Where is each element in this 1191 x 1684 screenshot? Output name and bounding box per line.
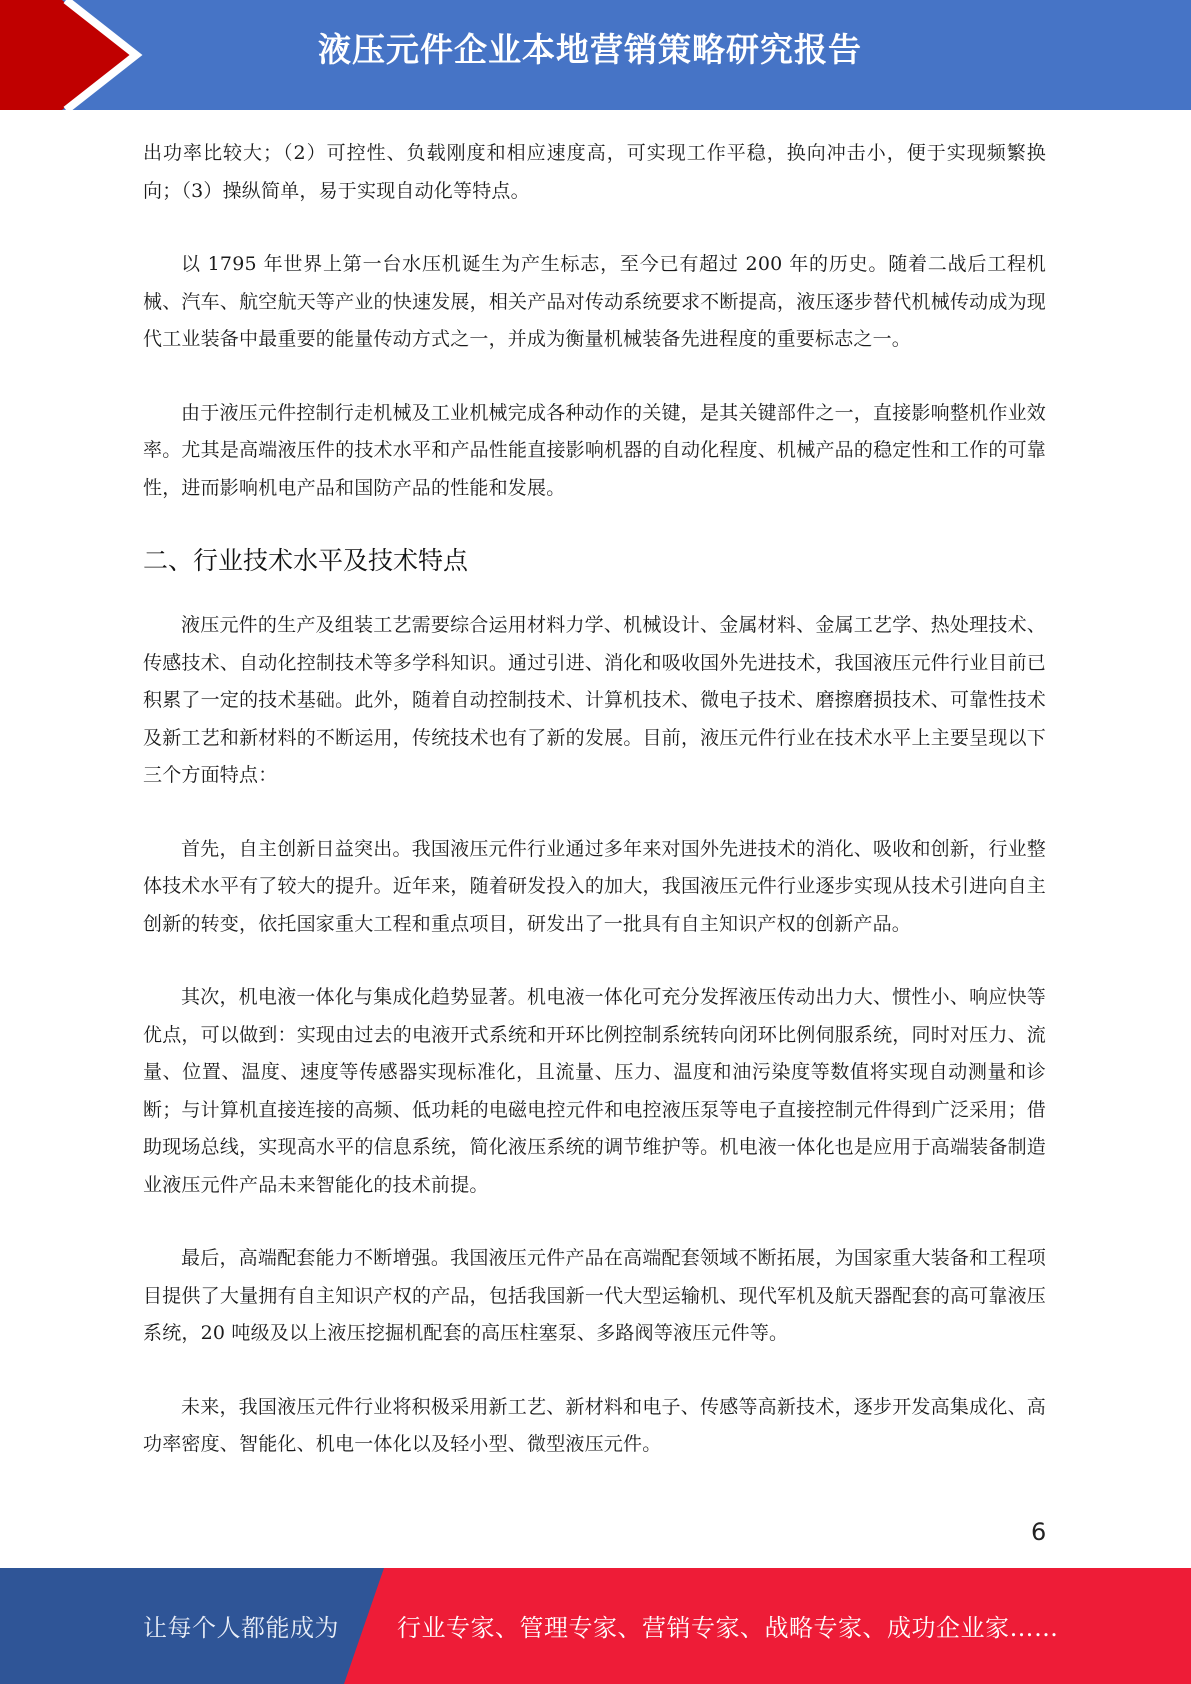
- paragraph: 液压元件的生产及组装工艺需要综合运用材料力学、机械设计、金属材料、金属工艺学、热处理技术、传感技术、自动化控制技术等多学科知识。通过引进、消化和吸收国外先进技术，我国液压元件行业目前已积累了一定的技术基础。此外，随着自动控制技术、计算机技术、微电子技术、磨擦磨损技术、可靠性技术及新工艺和新材料的不断运用，传统技术也有了新的发展。目前，液压元件行业在技术水平上主要呈现以下三个方面特点：: [143, 614, 1046, 786]
- page-footer: [0, 1568, 1191, 1684]
- paragraph: 最后，高端配套能力不断增强。我国液压元件产品在高端配套领域不断拓展，为国家重大装备和工程项目提供了大量拥有自主知识产权的产品，包括我国新一代大型运输机、现代军机及航天器配套的高可靠液压系统，20 吨级及以上液压挖掘机配套的高压柱塞泵、多路阀等液压元件等。: [143, 1247, 1046, 1344]
- header-chevron-icon: [0, 0, 160, 110]
- paragraph: 以 1795 年世界上第一台水压机诞生为产生标志，至今已有超过 200 年的历史。随着二战后工程机械、汽车、航空航天等产业的快速发展，相关产品对传动系统要求不断提高，液压逐步替代机械传动成为现代工业装备中最重要的能量传动方式之一，并成为衡量机械装备先进程度的重要标志之一。: [143, 253, 1046, 350]
- paragraph: 由于液压元件控制行走机械及工业机械完成各种动作的关键，是其关键部件之一，直接影响整机作业效率。尤其是高端液压件的技术水平和产品性能直接影响机器的自动化程度、机械产品的稳定性和工作的可靠性，进而影响机电产品和国防产品的性能和发展。: [143, 401, 1046, 499]
- page-header: [0, 0, 1191, 110]
- document-body: [143, 135, 1046, 1500]
- section-heading: 二、行业技术水平及技术特点: [143, 546, 469, 575]
- page-number: 6: [1031, 1518, 1047, 1546]
- footer-slogan-right: 行业专家、管理专家、营销专家、战略专家、成功企业家……: [397, 1614, 1059, 1642]
- paragraph: 首先，自主创新日益突出。我国液压元件行业通过多年来对国外先进技术的消化、吸收和创新，行业整体技术水平有了较大的提升。近年来，随着研发投入的加大，我国液压元件行业逐步实现从技术引进向自主创新的转变，依托国家重大工程和重点项目，研发出了一批具有自主知识产权的创新产品。: [143, 837, 1046, 935]
- report-title: 液压元件企业本地营销策略研究报告: [318, 30, 862, 69]
- paragraph: 未来，我国液压元件行业将积极采用新工艺、新材料和电子、传感等高新技术，逐步开发高集成化、高功率密度、智能化、机电一体化以及轻小型、微型液压元件。: [143, 1395, 1046, 1455]
- paragraph: 其次，机电液一体化与集成化趋势显著。机电液一体化可充分发挥液压传动出力大、惯性小、响应快等优点，可以做到：实现由过去的电液开式系统和开环比例控制系统转向闭环比例伺服系统，同时对压力、流量、位置、温度、速度等传感器实现标准化，且流量、压力、温度和油污染度等数值将实现自动测量和诊断；与计算机直接连接的高频、低功耗的电磁电控元件和电控液压泵等电子直接控制元件得到广泛采用；借助现场总线，实现高水平的信息系统，简化液压系统的调节维护等。机电液一体化也是应用于高端装备制造业液压元件产品未来智能化的技术前提。: [143, 986, 1046, 1196]
- paragraph: 出功率比较大；（2）可控性、负载刚度和相应速度高，可实现工作平稳，换向冲击小，便于实现频繁换向；（3）操纵简单，易于实现自动化等特点。: [143, 142, 1046, 202]
- footer-slogan-left: 让每个人都能成为: [143, 1614, 339, 1642]
